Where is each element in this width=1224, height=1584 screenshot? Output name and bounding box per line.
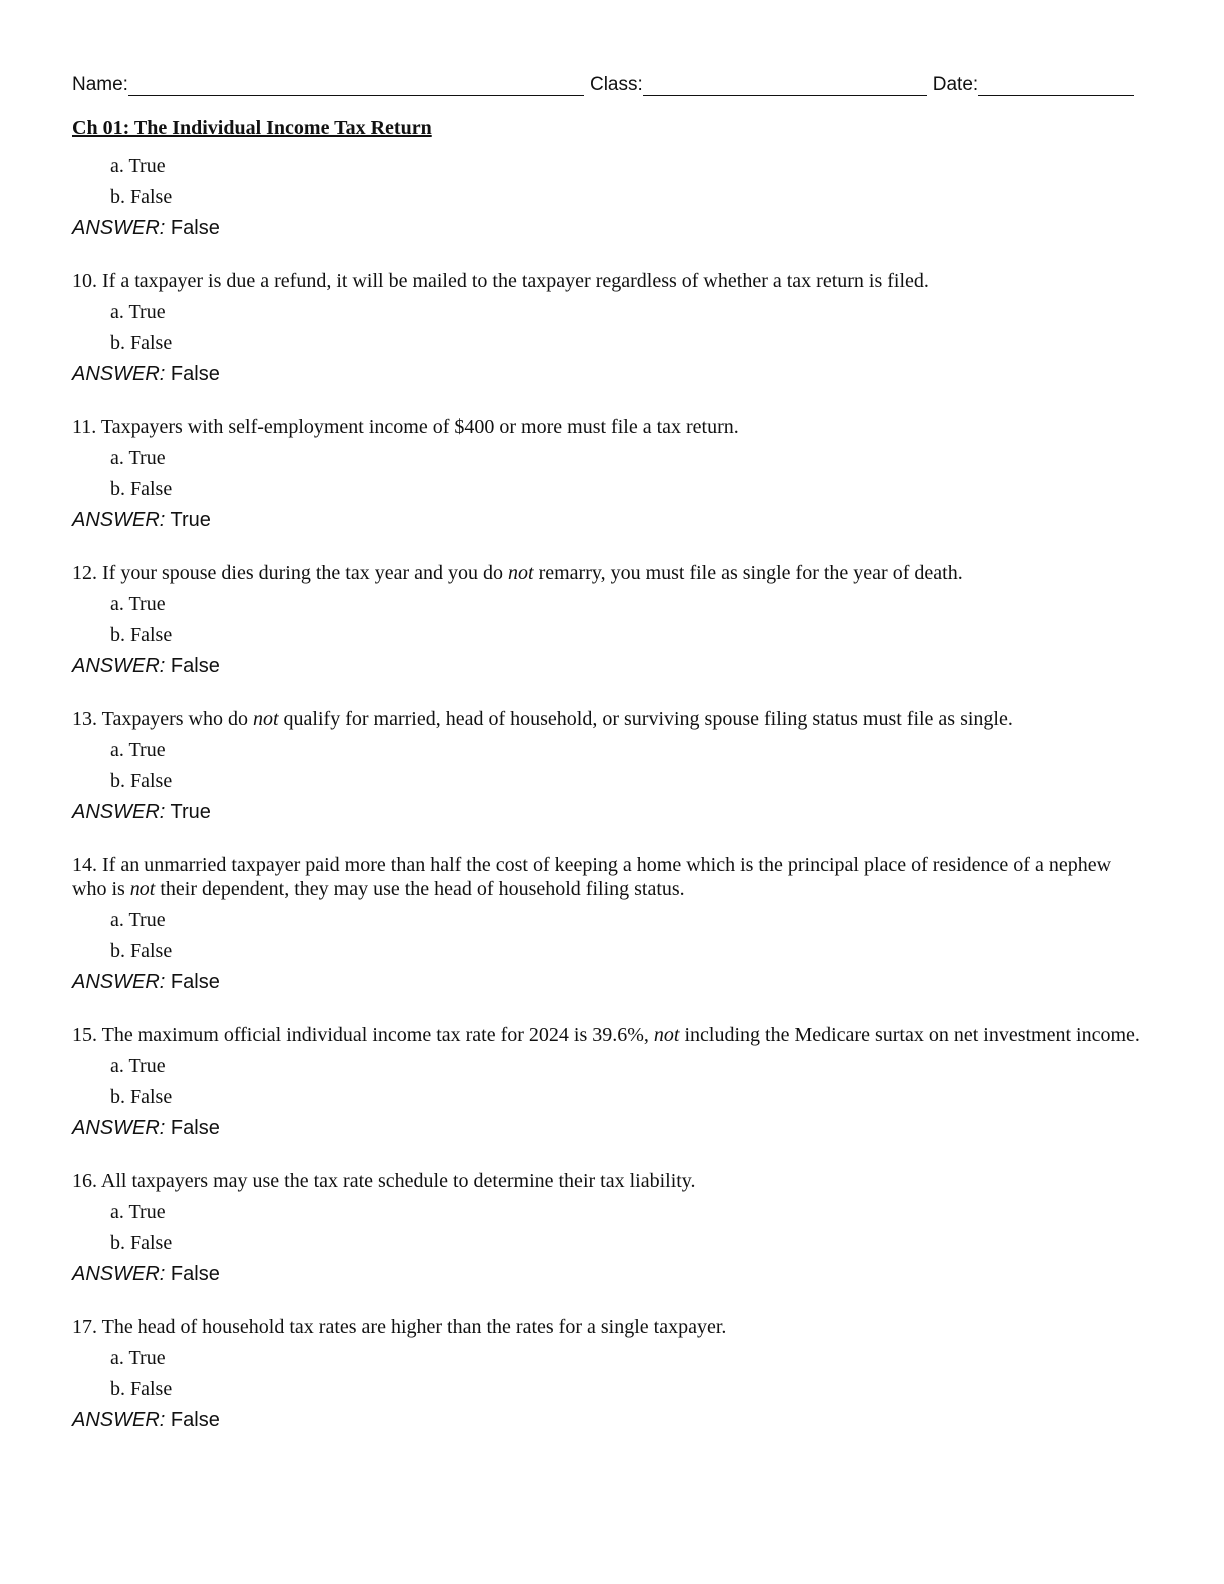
document-page <box>72 70 1144 1432</box>
question-12 <box>72 561 1144 678</box>
answer-label: ANSWER: <box>72 509 166 531</box>
answer-label: ANSWER: <box>72 217 166 239</box>
option-a: a. True <box>110 155 166 177</box>
question-text <box>72 853 1144 901</box>
answer-line <box>72 216 1144 240</box>
answer-value: False <box>170 1117 220 1139</box>
answer-line <box>72 362 1144 386</box>
answer-line <box>72 800 1144 824</box>
option-b: b. False <box>110 332 173 354</box>
question-text-part: qualify for married, head of household, or surviving spouse filing status must file as single. <box>278 708 1013 730</box>
date-blank-line <box>978 73 1134 96</box>
option-b: b. False <box>110 770 173 792</box>
question-17 <box>72 1315 1144 1432</box>
question-emphasis: not <box>252 708 279 730</box>
option-b: b. False <box>110 940 173 962</box>
answer-value: False <box>170 1409 220 1431</box>
answer-line <box>72 508 1144 532</box>
question-text <box>72 415 1144 439</box>
answer-label: ANSWER: <box>72 971 166 993</box>
class-label: Class: <box>589 74 643 95</box>
answer-value: False <box>170 363 220 385</box>
answer-line <box>72 1408 1144 1432</box>
answer-line <box>72 1262 1144 1286</box>
answer-label: ANSWER: <box>72 1263 166 1285</box>
question-text <box>72 707 1144 731</box>
date-label: Date: <box>932 74 979 95</box>
question-text <box>72 1169 1144 1193</box>
answer-value: True <box>170 801 211 823</box>
answer-label: ANSWER: <box>72 363 166 385</box>
option-b: b. False <box>110 1378 173 1400</box>
question-emphasis: not <box>129 878 156 900</box>
answer-line <box>72 1116 1144 1140</box>
answer-line <box>72 654 1144 678</box>
question-16 <box>72 1169 1144 1286</box>
option-a: a. True <box>110 1201 166 1223</box>
answer-label: ANSWER: <box>72 1409 166 1431</box>
question-text-part: including the Medicare surtax on net investment income. <box>679 1024 1140 1046</box>
question-emphasis: not <box>653 1024 680 1046</box>
option-b: b. False <box>110 1086 173 1108</box>
question-text <box>72 1023 1144 1047</box>
option-b: b. False <box>110 1232 173 1254</box>
question-text-part: 11. Taxpayers with self-employment income of $400 or more must file a tax return. <box>72 416 739 438</box>
name-label: Name: <box>72 74 128 95</box>
answer-label: ANSWER: <box>72 655 166 677</box>
answer-line <box>72 970 1144 994</box>
question-text-part: 16. All taxpayers may use the tax rate schedule to determine their tax liability. <box>72 1170 696 1192</box>
option-b: b. False <box>110 478 173 500</box>
student-header <box>72 70 1144 96</box>
question-text <box>72 269 1144 293</box>
answer-value: False <box>170 655 220 677</box>
question-text-part: 13. Taxpayers who do <box>72 708 253 730</box>
answer-value: False <box>170 1263 220 1285</box>
question-10 <box>72 269 1144 386</box>
answer-label: ANSWER: <box>72 801 166 823</box>
question-text-part: 10. If a taxpayer is due a refund, it will be mailed to the taxpayer regardless of whether a tax return is filed. <box>72 270 929 292</box>
question-text-part: their dependent, they may use the head of household filing status. <box>155 878 685 900</box>
question-text <box>72 1315 1144 1339</box>
option-a: a. True <box>110 1055 166 1077</box>
question-emphasis: not <box>508 562 534 584</box>
option-a: a. True <box>110 739 166 761</box>
answer-value: False <box>170 217 220 239</box>
answer-label: ANSWER: <box>72 1117 166 1139</box>
question-text-part: 15. The maximum official individual income tax rate for 2024 is 39.6%, <box>72 1024 654 1046</box>
chapter-title: Ch 01: The Individual Income Tax Return <box>72 117 432 139</box>
question-text <box>72 561 1144 585</box>
question-15 <box>72 1023 1144 1140</box>
option-a: a. True <box>110 593 166 615</box>
question-13 <box>72 707 1144 824</box>
question-text-part: remarry, you must file as single for the year of death. <box>533 562 963 584</box>
question-text-part: 14. If an unmarried taxpayer paid more than half the cost of keeping a home which is the principal place of residence of a nephew who is <box>72 854 1112 900</box>
option-a: a. True <box>110 1347 166 1369</box>
question-11 <box>72 415 1144 532</box>
question-continued <box>72 154 1144 240</box>
answer-value: False <box>170 971 220 993</box>
option-b: b. False <box>110 186 173 208</box>
option-a: a. True <box>110 909 166 931</box>
answer-value: True <box>170 509 211 531</box>
class-blank-line <box>643 73 927 96</box>
name-blank-line <box>128 73 584 96</box>
option-a: a. True <box>110 447 166 469</box>
question-text-part: 17. The head of household tax rates are higher than the rates for a single taxpayer. <box>72 1316 727 1338</box>
option-b: b. False <box>110 624 173 646</box>
question-14 <box>72 853 1144 994</box>
option-a: a. True <box>110 301 166 323</box>
question-text-part: 12. If your spouse dies during the tax year and you do <box>72 562 509 584</box>
